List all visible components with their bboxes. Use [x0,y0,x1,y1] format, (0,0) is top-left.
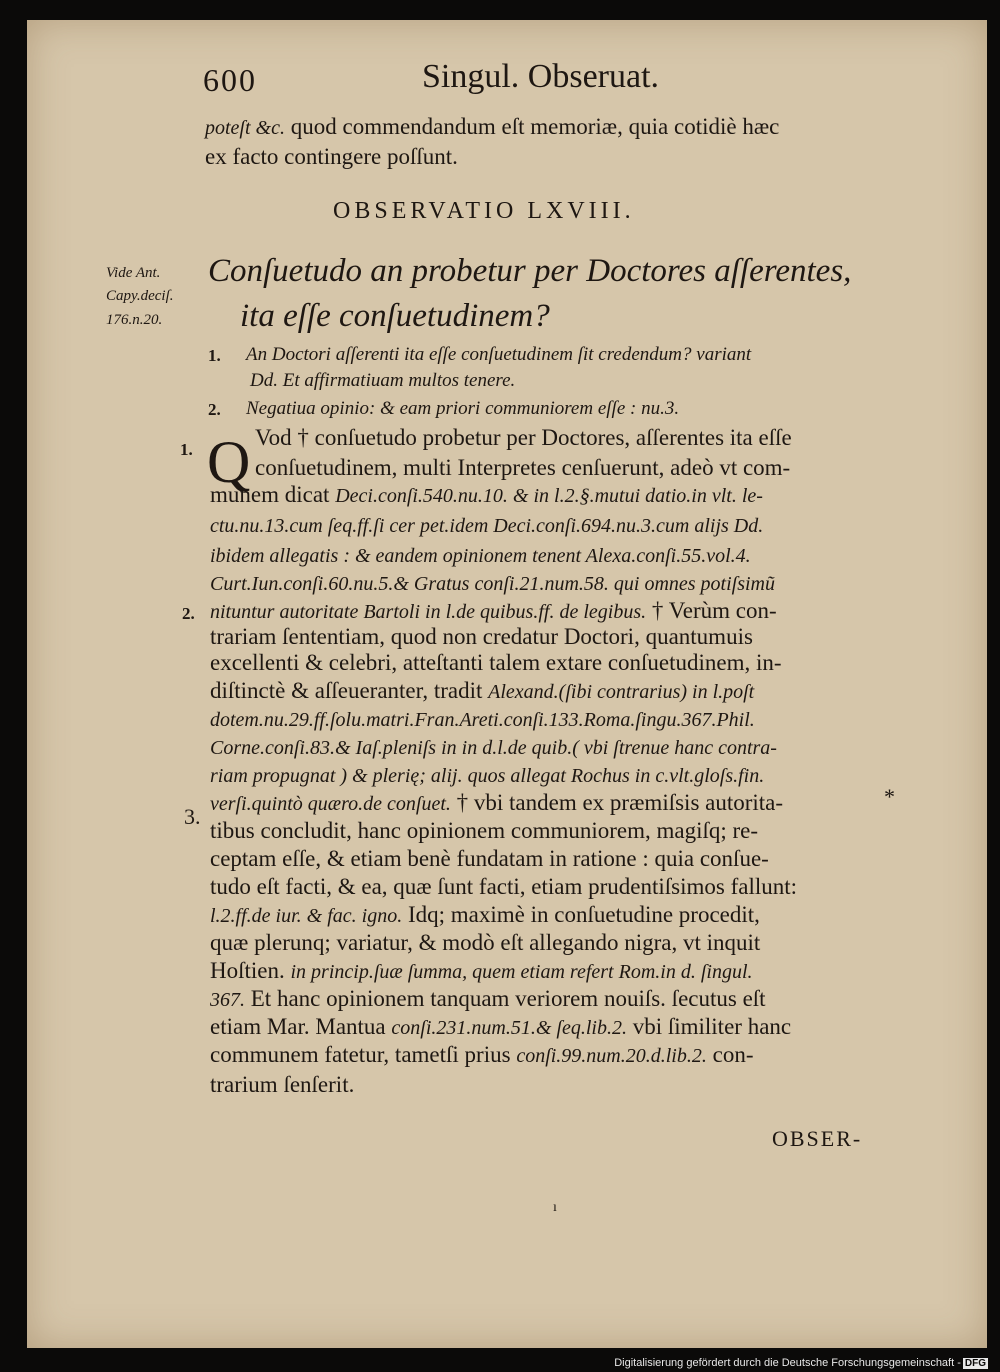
body-line [210,734,777,760]
body-text-run: diſtinctè & aſſeueranter, tradit [210,678,489,703]
page-number: 600 [203,62,257,98]
citation-text: Deci.conſi.540.nu.10. & in l.2.§.mutui datio.in vlt. le- [335,485,763,507]
body-text-run: trariam ſententiam, quod non credatur Doctori, quantumuis [210,624,753,649]
body-line [210,512,763,538]
body-line [210,930,760,956]
body-line [255,425,792,451]
body-line [210,570,775,596]
body-text-run: † vbi tandem ex præmiſsis autorita- [450,790,784,815]
dfg-logo: DFG [964,1358,986,1369]
summary-line: Dd. Et affirmatiuam multos tenere. [250,370,516,391]
body-text-run: Idq; maximè in conſuetudine procedit, [402,902,760,927]
citation-text: ibidem allegatis : & eandem opinionem tenent Alexa.conſi.55.vol.4. [210,545,751,567]
printer-mark: ı [553,1200,557,1215]
body-line [210,874,797,900]
body-text-run: con- [706,1042,754,1067]
citation-text: l.2.ff.de iur. & fac. igno. [210,905,403,927]
body-line [210,678,754,704]
body-text-run: Hoſtien. [210,958,291,983]
body-line [210,958,753,984]
body-text-run: trarium ſenſerit. [210,1072,355,1097]
body-line [210,762,764,788]
observation-heading: OBSERVATIO LXVIII. [333,198,635,224]
summary-number: 2. [208,400,221,419]
question-line-1: Conſuetudo an probetur per Doctores aſſerentes, [208,253,852,289]
body-text-run: ceptam eſſe, & etiam benè fundatam in ratione : quia conſue- [210,846,769,871]
citation-text: riam propugnat ) & plerię; alij. quos allegat Rochus in c.vlt.gloſs.fin. [210,765,765,787]
body-text-run: munem dicat [210,482,336,507]
summary-line: An Doctori aſſerenti ita eſſe conſuetudinem ſit credendum? variant [246,344,752,365]
body-line [210,624,753,650]
body-line [210,846,769,872]
continuation-line-2: ex facto contingere poſſunt. [205,144,458,169]
margin-number: 1. [180,440,193,459]
drop-capital: Q [207,429,251,495]
citation-text: in princip.ſuæ ſumma, quem etiam refert Rom.in d. ſingul. [290,961,753,983]
body-line [210,706,755,732]
citation-text: 367. [210,989,245,1011]
digitization-footer: Digitalisierung gefördert durch die Deutsche Forschungsgemeinschaft - DFG [614,1357,986,1369]
body-text-run: conſuetudinem, multi Interpretes cenſuerunt, adeò vt com- [255,455,791,480]
margin-reference-line: Vide Ant. [106,265,161,281]
margin-reference-line: Capy.deciſ. [106,288,174,304]
citation-text: nituntur autoritate Bartoli in l.de quibus.ff. de legibus. [210,601,647,623]
body-text-run: quæ plerunq; variatur, & modò eſt allegando nigra, vt inquit [210,930,761,955]
margin-number: 3. [184,804,201,829]
body-text-run: tudo eſt facti, & ea, quæ ſunt facti, etiam prudentiſsimos fallunt: [210,874,798,899]
body-line [210,790,783,816]
body-text-run: tibus concludit, hanc opinionem communiorem, magiſq; re- [210,818,759,843]
catchword: OBSER- [772,1126,863,1151]
citation-text: conſi.99.num.20.d.lib.2. [516,1045,707,1067]
citation-text: Alexand.(ſibi contrarius) in l.poſt [488,681,755,703]
margin-number: 2. [182,604,195,623]
question-line-2: ita eſſe conſuetudinem? [240,298,550,334]
body-line [210,542,751,568]
body-line [210,1042,753,1068]
body-text-run: Vod † conſuetudo probetur per Doctores, aſſerentes ita eſſe [255,425,792,450]
margin-mark: * [884,784,895,809]
citation-text: ctu.nu.13.cum ſeq.ff.ſi cer pet.idem Deci.conſi.694.nu.3.cum alijs Dd. [210,515,764,537]
body-line [210,598,777,624]
summary-number: 1. [208,346,221,365]
body-text-run: Et hanc opinionem tanquam veriorem nouiſs. ſecutus eſt [245,986,766,1011]
citation-text: conſi.231.num.51.& ſeq.lib.2. [391,1017,627,1039]
body-line [210,1014,791,1040]
body-text-run: † Verùm con- [646,598,777,623]
citation-text: dotem.nu.29.ff.ſolu.matri.Fran.Areti.conſi.133.Roma.ſingu.367.Phil. [210,709,755,731]
body-text-run: excellenti & celebri, atteſtanti talem extare conſuetudinem, in- [210,650,782,675]
body-line [210,902,760,928]
citation-text: Curt.Iun.conſi.60.nu.5.& Gratus conſi.21.num.58. qui omnes potiſsimũ [210,573,775,595]
body-text-run: communem fatetur, tametſi prius [210,1042,517,1067]
summary-line: Negatiua opinio: & eam priori communiorem eſſe : nu.3. [246,398,680,419]
body-line [210,650,782,676]
body-line [210,818,758,844]
citation-text: verſi.quintò quæro.de conſuet. [210,793,451,815]
body-line [210,1072,354,1098]
continuation-line-1: poteſt &c. quod commendandum eſt memoriæ, quia cotidiè hæc [205,114,780,139]
margin-reference-line: 176.n.20. [106,312,163,328]
body-line [255,455,790,481]
body-text-run: vbi ſimiliter hanc [626,1014,792,1039]
body-line [210,482,763,508]
body-text-run: etiam Mar. Mantua [210,1014,392,1039]
body-line [210,986,766,1012]
citation-text: Corne.conſi.83.& Iaſ.pleniſs in in d.l.de quib.( vbi ſtrenue hanc contra- [210,737,777,759]
running-title: Singul. Obseruat. [422,58,660,95]
